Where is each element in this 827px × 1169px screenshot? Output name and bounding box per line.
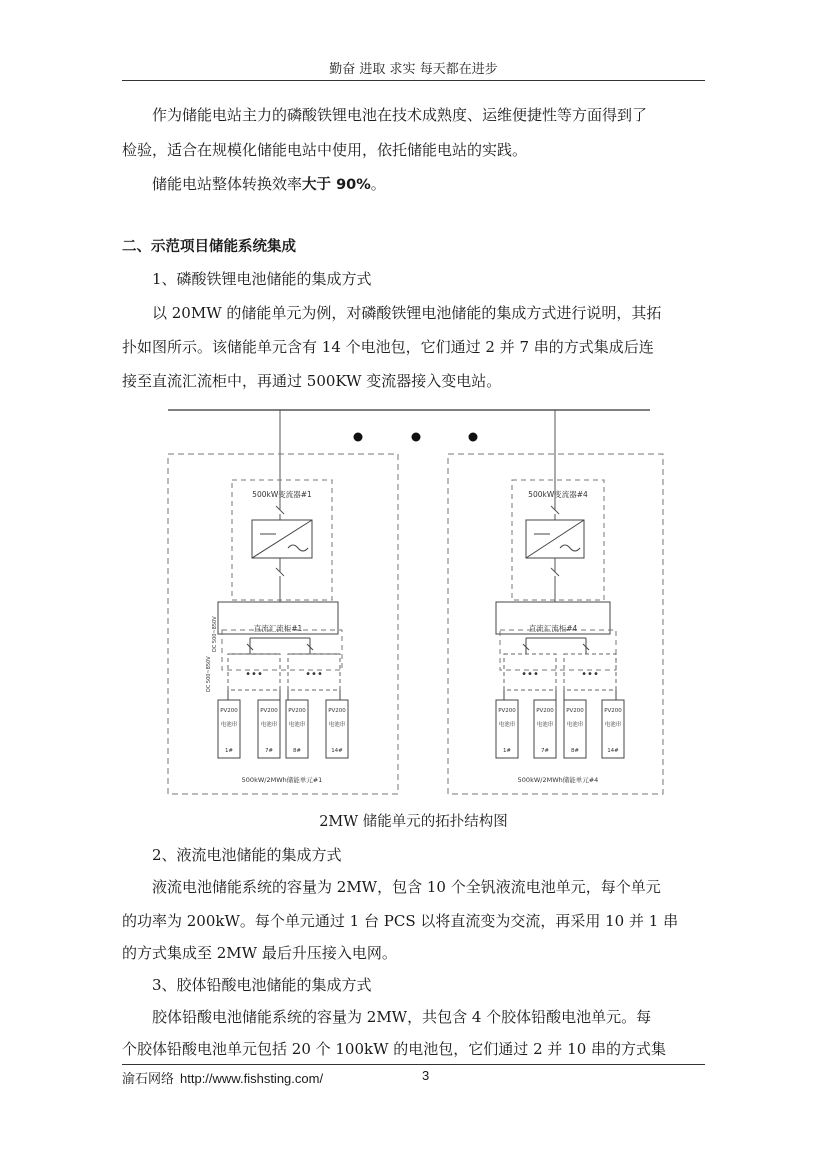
figure-caption: 2MW 储能单元的拓扑结构图 (319, 814, 508, 830)
subsection-heading: 3、胶体铅酸电池储能的集成方式 (152, 976, 372, 994)
continuation-dot (469, 433, 478, 442)
page-header: 勤奋 进取 求实 每天都在进步 (329, 62, 498, 77)
pack-model: PV200 (220, 708, 238, 714)
paragraph-line: 个胶体铅酸电池单元包括 20 个 100kW 的电池包，它们通过 2 并 10 串的方式集 (122, 1040, 667, 1058)
ellipsis: ••• (581, 669, 599, 680)
footer-rule (122, 1064, 705, 1065)
subsection-heading: 2、液流电池储能的集成方式 (152, 846, 342, 864)
continuation-dot (412, 433, 421, 442)
pack-number: 7# (540, 748, 550, 754)
storage-unit-left (168, 454, 398, 794)
pack-model: PV200 (566, 708, 584, 714)
ellipsis: ••• (245, 669, 263, 680)
paragraph-line: 的方式集成至 2MW 最后升压接入电网。 (122, 944, 397, 962)
dc-side-label: DC 500~850V (206, 656, 212, 692)
pack-name: 电池串 (328, 722, 346, 728)
efficiency-text: 储能电站整体转换效率 (152, 175, 303, 193)
storage-unit-right (448, 454, 663, 794)
battery-pack-right-14 (602, 700, 624, 758)
pack-number: 8# (570, 748, 580, 754)
combiner-label-right: 直流汇流柜#4 (528, 624, 578, 633)
battery-pack-left-14 (326, 700, 348, 758)
pack-model: PV200 (328, 708, 346, 714)
paragraph-line: 扑如图所示。该储能单元含有 14 个电池包，它们通过 2 并 7 串的方式集成后连 (122, 338, 654, 356)
pack-number: 7# (264, 748, 274, 754)
paragraph-line: 液流电池储能系统的容量为 2MW，包含 10 个全钒液流电池单元，每个单元 (152, 878, 661, 896)
pack-model: PV200 (288, 708, 306, 714)
dc-side-label: DC 500~850V (212, 616, 218, 652)
pack-model: PV200 (604, 708, 622, 714)
paragraph-line: 作为储能电站主力的磷酸铁锂电池在技术成熟度、运维便捷性等方面得到了 (152, 106, 648, 124)
paragraph-line: 接至直流汇流柜中，再通过 500KW 变流器接入变电站。 (122, 372, 502, 390)
battery-pack-left-7 (258, 700, 280, 758)
efficiency-value: 大于 90% (302, 177, 371, 193)
page-number: 3 (422, 1068, 430, 1083)
combiner-label-left: 直流汇流柜#1 (253, 624, 303, 633)
pack-name: 电池串 (220, 722, 238, 728)
subsection-heading: 1、磷酸铁锂电池储能的集成方式 (152, 270, 372, 288)
converter-label-right: 500kW变流器#4 (528, 490, 588, 499)
topology-diagram (160, 402, 670, 802)
efficiency-line (152, 173, 735, 196)
battery-pack-left-1 (218, 700, 240, 758)
paragraph-line: 的功率为 200kW。每个单元通过 1 台 PCS 以将直流变为交流，再采用 10 并 1 串 (122, 912, 679, 930)
pack-number: 1# (502, 748, 512, 754)
pack-name: 电池串 (498, 722, 516, 728)
section-heading: 二、示范项目储能系统集成 (122, 239, 296, 255)
pack-model: PV200 (536, 708, 554, 714)
paragraph-line: 胶体铅酸电池储能系统的容量为 2MW，共包含 4 个胶体铅酸电池单元。每 (152, 1008, 652, 1026)
pack-name: 电池串 (288, 722, 306, 728)
footer-url-link[interactable]: http://www.fishsting.com/ (180, 1071, 324, 1086)
unit-label-left: 500kW/2MWh储能单元#1 (241, 776, 323, 784)
pack-name: 电池串 (566, 722, 584, 728)
ellipsis: ••• (305, 669, 323, 680)
pack-name: 电池串 (536, 722, 554, 728)
pack-name: 电池串 (604, 722, 622, 728)
unit-label-right: 500kW/2MWh储能单元#4 (517, 776, 599, 784)
continuation-dot (354, 433, 363, 442)
pack-number: 14# (331, 748, 343, 754)
pack-model: PV200 (260, 708, 278, 714)
converter-label-left: 500kW变流器#1 (252, 490, 312, 499)
ellipsis: ••• (521, 669, 539, 680)
header-rule (122, 80, 705, 81)
pack-number: 14# (607, 748, 619, 754)
pack-number: 1# (224, 748, 234, 754)
battery-pack-right-1 (496, 700, 518, 758)
paragraph-line: 检验，适合在规模化储能电站中使用，依托储能电站的实践。 (122, 141, 528, 159)
pack-model: PV200 (498, 708, 516, 714)
battery-pack-right-8 (564, 700, 586, 758)
pack-name: 电池串 (260, 722, 278, 728)
battery-pack-left-8 (286, 700, 308, 758)
pack-number: 8# (292, 748, 302, 754)
efficiency-suffix: 。 (370, 175, 386, 193)
paragraph-line: 以 20MW 的储能单元为例，对磷酸铁锂电池储能的集成方式进行说明，其拓 (152, 304, 662, 322)
footer-site-name: 渝石网络 (122, 1072, 175, 1087)
page-footer (122, 1068, 430, 1087)
battery-pack-right-7 (534, 700, 556, 758)
